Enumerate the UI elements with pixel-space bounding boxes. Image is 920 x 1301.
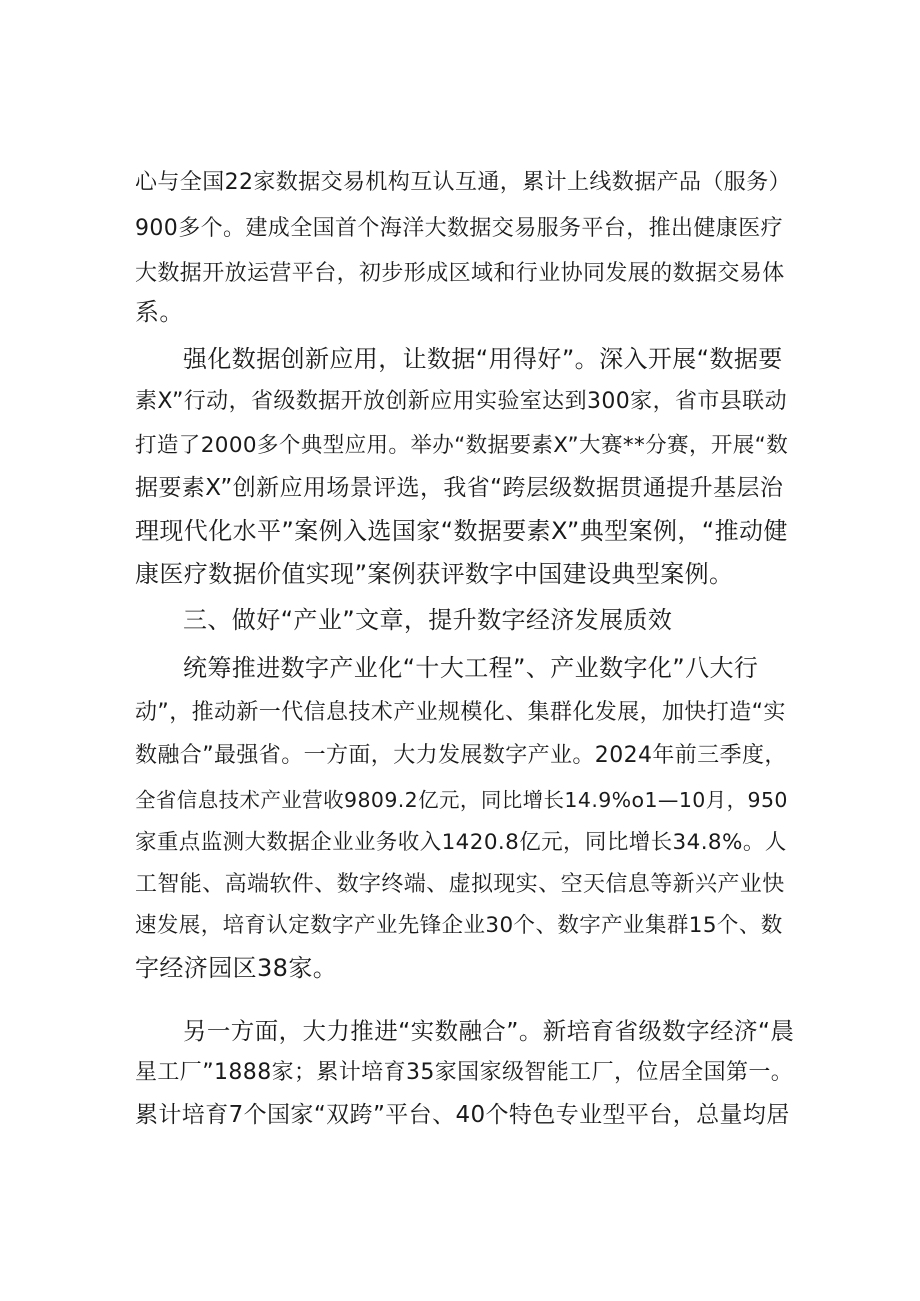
text-line: 工智能、高端软件、数字终端、虚拟现实、空天信息等新兴产业快	[135, 872, 785, 897]
text-line: 系。	[135, 298, 184, 326]
text-line: 全省信息技术产业营收9809.2亿元，同比增长14.9%o1—10月，950	[135, 788, 788, 812]
text-line: 900多个。建成全国首个海洋大数据交易服务平台，推出健康医疗	[135, 216, 783, 241]
text-line: 数融合”最强省。一方面，大力发展数字产业。2024年前三季度，	[135, 743, 787, 768]
text-line: 强化数据创新应用，让数据“用得好”。深入开展“数据要	[183, 345, 783, 373]
text-line: 累计培育7个国家“双跨”平台、40个特色专业型平台，总量均居	[135, 1102, 790, 1128]
text-line: 大数据开放运营平台，初步形成区域和行业协同发展的数据交易体	[135, 261, 785, 286]
text-line: 素X”行动，省级数据开放创新应用实验室达到300家，省市县联动	[135, 389, 787, 414]
text-line: 动”，推动新一代信息技术产业规模化、集群化发展，加快打造“实	[135, 700, 786, 725]
text-line: 字经济园区38家。	[135, 954, 338, 982]
text-line: 家重点监测大数据企业业务收入1420.8亿元，同比增长34.8%。人	[135, 830, 787, 855]
text-line: 速发展，培育认定数字产业先锋企业30个、数字产业集群15个、数	[135, 913, 783, 938]
text-line: 据要素X”创新应用场景评选，我省“跨层级数据贯通提升基层治	[135, 475, 784, 501]
text-line: 统筹推进数字产业化“十大工程”、产业数字化”八大行	[183, 654, 759, 682]
text-line: 心与全国22家数据交易机构互认互通，累计上线数据产品（服务）	[135, 170, 791, 195]
text-line: 星工厂”1888家；累计培育35家国家级智能工厂，位居全国第一。	[135, 1060, 794, 1085]
text-line: 打造了2000多个典型应用。举办“数据要素X”大赛**分赛，开展“数	[135, 433, 789, 458]
section-heading: 三、做好“产业”文章，提升数字经济发展质效	[183, 606, 673, 634]
text-line: 康医疗数据价值实现”案例获评数字中国建设典型案例。	[135, 560, 734, 588]
text-line: 另一方面，大力推进“实数融合”。新培育省级数字经济“晨	[183, 1017, 795, 1045]
text-line: 理现代化水平”案例入选国家“数据要素X”典型案例，“推动健	[135, 517, 788, 545]
